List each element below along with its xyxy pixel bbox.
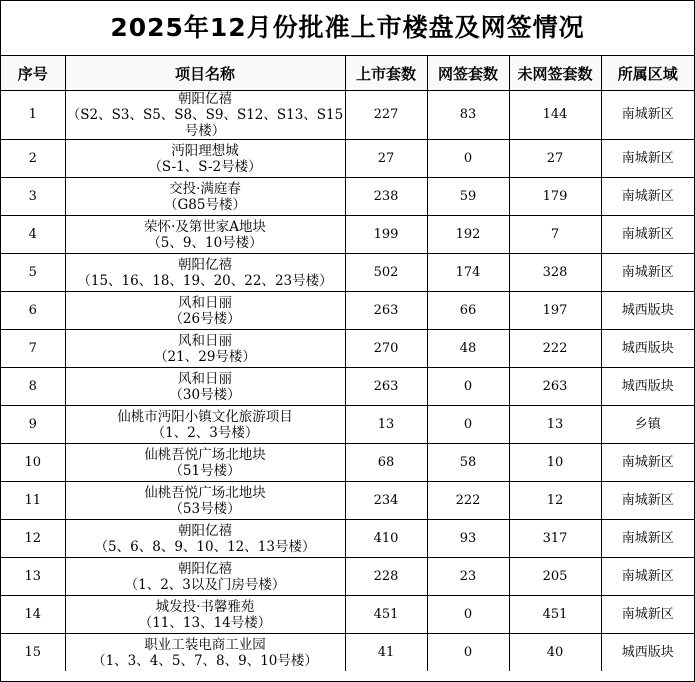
cell-signed-units: 174 [427, 254, 509, 292]
cell-seq: 6 [1, 292, 65, 330]
cell-project-name [65, 140, 345, 178]
cell-unsigned-units: 13 [509, 406, 601, 444]
cell-unsigned-units: 317 [509, 520, 601, 558]
cell-unsigned-units: 222 [509, 330, 601, 368]
cell-signed-units: 0 [427, 634, 509, 672]
cell-unsigned-units: 179 [509, 178, 601, 216]
cell-area: 南城新区 [601, 482, 694, 520]
cell-signed-units: 0 [427, 368, 509, 406]
cell-listed-units: 263 [345, 368, 427, 406]
cell-project-name [65, 558, 345, 596]
cell-seq: 1 [1, 91, 65, 140]
cell-unsigned-units: 40 [509, 634, 601, 672]
project-name: 仙桃吾悦广场北地块 [144, 446, 266, 463]
cell-area: 南城新区 [601, 254, 694, 292]
cell-seq: 2 [1, 140, 65, 178]
project-buildings: （15、16、18、19、20、22、23号楼） [77, 272, 333, 289]
project-name: 风和日丽 [178, 332, 232, 349]
cell-signed-units: 83 [427, 91, 509, 140]
cell-seq: 12 [1, 520, 65, 558]
project-name: 朝阳亿禧 [178, 256, 232, 273]
project-buildings: （1、2、3以及门房号楼） [124, 576, 286, 593]
cell-seq: 14 [1, 596, 65, 634]
table-row [1, 368, 694, 406]
table-row [1, 216, 694, 254]
cell-unsigned-units: 144 [509, 91, 601, 140]
project-buildings: （5、6、8、9、10、12、13号楼） [94, 538, 316, 555]
cell-seq: 9 [1, 406, 65, 444]
cell-area: 南城新区 [601, 91, 694, 140]
cell-area: 南城新区 [601, 558, 694, 596]
cell-unsigned-units: 27 [509, 140, 601, 178]
header-row [1, 56, 694, 91]
cell-area: 南城新区 [601, 178, 694, 216]
cell-unsigned-units: 7 [509, 216, 601, 254]
table-row [1, 558, 694, 596]
project-name: 职业工装电商工业园 [144, 636, 266, 653]
project-name: 风和日丽 [178, 370, 232, 387]
project-buildings: （G85号楼） [164, 196, 246, 213]
cell-unsigned-units: 12 [509, 482, 601, 520]
cell-unsigned-units: 328 [509, 254, 601, 292]
project-buildings: （S-1、S-2号楼） [148, 158, 262, 175]
cell-signed-units: 0 [427, 596, 509, 634]
cell-listed-units: 68 [345, 444, 427, 482]
cell-project-name [65, 596, 345, 634]
project-buildings: （21、29号楼） [154, 348, 256, 365]
project-name: 朝阳亿禧 [178, 91, 232, 107]
project-name: 沔阳理想城 [171, 142, 239, 159]
cell-listed-units: 410 [345, 520, 427, 558]
project-buildings: （26号楼） [169, 310, 241, 327]
cell-signed-units: 48 [427, 330, 509, 368]
header-unsigned-units: 未网签套数 [509, 56, 601, 91]
cell-unsigned-units: 205 [509, 558, 601, 596]
cell-signed-units: 0 [427, 140, 509, 178]
cell-seq: 3 [1, 178, 65, 216]
cell-signed-units: 192 [427, 216, 509, 254]
cell-project-name [65, 91, 345, 140]
project-buildings: （1、3、4、5、7、8、9、10号楼） [92, 652, 318, 669]
header-area: 所属区域 [601, 56, 694, 91]
cell-area: 南城新区 [601, 596, 694, 634]
cell-seq: 15 [1, 634, 65, 672]
project-buildings: （1、2、3号楼） [151, 424, 259, 441]
cell-signed-units: 222 [427, 482, 509, 520]
cell-project-name [65, 292, 345, 330]
project-buildings: （5、9、10号楼） [147, 234, 263, 251]
project-name: 荣怀·及第世家A地块 [143, 218, 267, 235]
cell-seq: 5 [1, 254, 65, 292]
table-row [1, 254, 694, 292]
cell-listed-units: 270 [345, 330, 427, 368]
cell-project-name [65, 444, 345, 482]
header-listed-units: 上市套数 [345, 56, 427, 91]
cell-project-name [65, 178, 345, 216]
table-row [1, 634, 694, 672]
cell-listed-units: 199 [345, 216, 427, 254]
table-row [1, 178, 694, 216]
table-row [1, 140, 694, 178]
cell-listed-units: 263 [345, 292, 427, 330]
table-row [1, 444, 694, 482]
cell-area: 南城新区 [601, 520, 694, 558]
cell-listed-units: 228 [345, 558, 427, 596]
cell-listed-units: 27 [345, 140, 427, 178]
cell-listed-units: 13 [345, 406, 427, 444]
project-buildings: （51号楼） [169, 462, 241, 479]
cell-project-name [65, 406, 345, 444]
cell-unsigned-units: 451 [509, 596, 601, 634]
cell-seq: 13 [1, 558, 65, 596]
cell-listed-units: 41 [345, 634, 427, 672]
cell-signed-units: 58 [427, 444, 509, 482]
cell-seq: 4 [1, 216, 65, 254]
table-row [1, 91, 694, 140]
cell-signed-units: 66 [427, 292, 509, 330]
cell-area: 城西版块 [601, 292, 694, 330]
table-row [1, 292, 694, 330]
cell-project-name [65, 634, 345, 672]
cell-area: 城西版块 [601, 330, 694, 368]
cell-listed-units: 227 [345, 91, 427, 140]
project-name: 朝阳亿禧 [178, 522, 232, 539]
header-project-name: 项目名称 [65, 56, 345, 91]
project-name: 风和日丽 [178, 294, 232, 311]
cell-seq: 7 [1, 330, 65, 368]
report-title: 2025年12月份批准上市楼盘及网签情况 [1, 1, 694, 56]
cell-area: 南城新区 [601, 140, 694, 178]
cell-seq: 10 [1, 444, 65, 482]
cell-area: 乡镇 [601, 406, 694, 444]
cell-seq: 11 [1, 482, 65, 520]
cell-unsigned-units: 263 [509, 368, 601, 406]
project-buildings: （53号楼） [169, 500, 241, 517]
cell-area: 南城新区 [601, 216, 694, 254]
cell-listed-units: 502 [345, 254, 427, 292]
project-name: 城发投·书馨雅苑 [155, 598, 255, 615]
cell-project-name [65, 330, 345, 368]
cell-project-name [65, 482, 345, 520]
cell-signed-units: 59 [427, 178, 509, 216]
project-buildings: （11、13、14号楼） [138, 614, 272, 631]
cell-project-name [65, 216, 345, 254]
cell-unsigned-units: 197 [509, 292, 601, 330]
project-name: 仙桃吾悦广场北地块 [144, 484, 266, 501]
cell-area: 城西版块 [601, 368, 694, 406]
table-row [1, 330, 694, 368]
project-name: 朝阳亿禧 [178, 560, 232, 577]
cell-seq: 8 [1, 368, 65, 406]
cell-project-name [65, 254, 345, 292]
cell-signed-units: 0 [427, 406, 509, 444]
project-buildings: （30号楼） [169, 386, 241, 403]
table-row [1, 406, 694, 444]
cell-signed-units: 93 [427, 520, 509, 558]
cell-project-name [65, 520, 345, 558]
cell-area: 城西版块 [601, 634, 694, 672]
cell-listed-units: 238 [345, 178, 427, 216]
project-name: 仙桃市沔阳小镇文化旅游项目 [117, 408, 293, 425]
table-row [1, 596, 694, 634]
cell-listed-units: 234 [345, 482, 427, 520]
project-buildings: （S2、S3、S5、S8、S9、S12、S13、S15号楼） [66, 107, 344, 139]
table-row [1, 482, 694, 520]
cell-area: 南城新区 [601, 444, 694, 482]
listing-table [1, 56, 694, 671]
table-row [1, 520, 694, 558]
header-seq: 序号 [1, 56, 65, 91]
cell-project-name [65, 368, 345, 406]
header-signed-units: 网签套数 [427, 56, 509, 91]
cell-unsigned-units: 10 [509, 444, 601, 482]
cell-listed-units: 451 [345, 596, 427, 634]
cell-signed-units: 23 [427, 558, 509, 596]
project-name: 交投·满庭春 [169, 180, 241, 197]
